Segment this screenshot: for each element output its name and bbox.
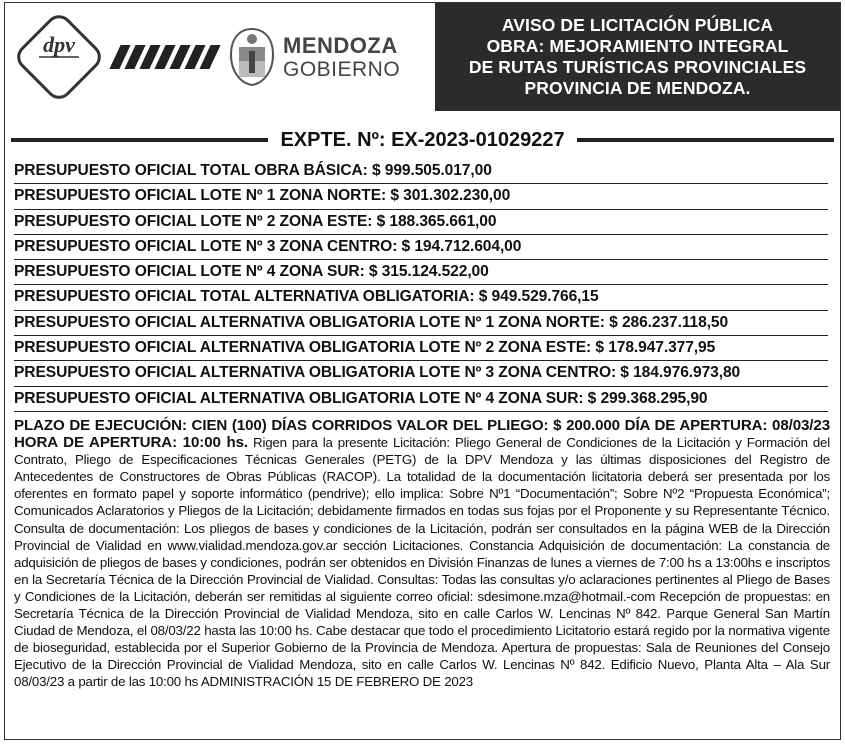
budget-line: PRESUPUESTO OFICIAL LOTE Nº 4 ZONA SUR: $ 315.124.522,00 [14,260,828,285]
budget-line: PRESUPUESTO OFICIAL TOTAL OBRA BÁSICA: $ 999.505.017,00 [14,159,828,184]
notice [4,2,841,740]
logo-strip [5,3,435,111]
budget-line: PRESUPUESTO OFICIAL TOTAL ALTERNATIVA OBLIGATORIA: $ 949.529.766,15 [14,285,828,310]
budget-line: PRESUPUESTO OFICIAL ALTERNATIVA OBLIGATORIA LOTE Nº 4 ZONA SUR: $ 299.368.295,90 [14,387,828,412]
body-text: Rigen para la presente Licitación: Pliego General de Condiciones de la Licitación y Formación del Contrato, Pliego de Especificaciones Técnicas Generales (PETG) de la DPV Mendoza y las últimas disposiciones del Registro de Antecedentes de Constructores de Obras Públicas (RACOP). La totalidad de la documentación licitatoria deberá ser presentada por los oferentes en formato papel y soporte informático (pendrive); ello implica: Sobre Nº1 “Documentación”; Sobre Nº2 “Propuesta Económica”; Comunicados Aclaratorios y Pliegos de la Licitación; debidamente firmados en todas sus fojas por el Proponente y su Representante Técnico. Consulta de documentación: Los pliegos de bases y condiciones de la Licitación, podrán ser consultados en la página WEB de la Dirección Provincial de Vialidad en www.vialidad.mendoza.gov.ar sección Licitaciones. Constancia Adquisición de documentación: La constancia de adquisición de pliegos de bases y condiciones, podrán ser obtenidos en División Finanzas de lunes a viernes de 7:00 hs a 13:00hs e inscriptos en la Secretaría Técnica de la Dirección Provincial de Vialidad. Consultas: Todas las consultas y/o aclaraciones pertinentes al Pliego de Bases y Condiciones de la Licitación, deberán ser remitidas al siguiente correo oficial: sdesimone.mza@hotmail.-com Recepción de propuestas: en Secretaría Técnica de la Dirección Provincial de Vialidad Mendoza, sito en calle Carlos W. Lencinas Nº 842. Parque General San Martín Ciudad de Mendoza, el 08/03/22 hasta las 10:00 hs. Cabe destacar que todo el procedimiento Licitatorio estará regido por la normativa vigente de bioseguridad, establecida por el Superior Gobierno de la Provincia de Mendoza. Apertura de propuestas: Sala de Reuniones del Consejo Ejecutivo de la Dirección Provincial de Vialidad Mendoza, sito en calle Carlos W. Lencinas Nº 842. Edificio Nuevo, Planta Alta – Ala Sur 08/03/23 a partir de las 10:00 hs ADMINISTRACIÓN 15 DE FEBRERO DE 2023 [14,435,830,690]
header [5,3,840,111]
budget-line: PRESUPUESTO OFICIAL ALTERNATIVA OBLIGATORIA LOTE Nº 2 ZONA ESTE: $ 178.947.377,95 [14,336,828,361]
gov-line2: GOBIERNO [283,57,401,81]
banner-line: OBRA: MEJORAMIENTO INTEGRAL [486,36,789,56]
banner-line: PROVINCIA DE MENDOZA. [524,78,751,98]
divider [11,138,268,142]
banner-line: DE RUTAS TURÍSTICAS PROVINCIALES [468,57,807,77]
mendoza-seal-icon [229,27,275,87]
budget-line: PRESUPUESTO OFICIAL ALTERNATIVA OBLIGATORIA LOTE Nº 3 ZONA CENTRO: $ 184.976.973,80 [14,361,828,386]
expediente-line [5,123,840,157]
budget-list [5,159,840,412]
gobierno-wordmark [283,32,401,81]
budget-line: PRESUPUESTO OFICIAL LOTE Nº 1 ZONA NORTE: $ 301.302.230,00 [14,184,828,209]
banner-line: AVISO DE LICITACIÓN PÚBLICA [501,15,774,35]
gov-line1: MENDOZA [283,32,398,58]
body-paragraph [5,412,840,691]
budget-line: PRESUPUESTO OFICIAL LOTE Nº 2 ZONA ESTE: $ 188.365.661,00 [14,210,828,235]
stripes-decoration [115,45,215,69]
vialidad-logo [11,13,107,101]
expediente-number: EXPTE. Nº: EX-2023-01029227 [280,128,565,151]
svg-text:dpv: dpv [43,32,75,57]
body-lead: PLAZO DE EJECUCIÓN: CIEN (100) DÍAS CORRIDOS VALOR DEL PLIEGO: $ 200.000 DÍA DE APERTURA: 08/03/23 HORA DE APERTURA: 10:00 hs. [14,416,830,452]
budget-line: PRESUPUESTO OFICIAL ALTERNATIVA OBLIGATORIA LOTE Nº 1 ZONA NORTE: $ 286.237.118,50 [14,311,828,336]
budget-line: PRESUPUESTO OFICIAL LOTE Nº 3 ZONA CENTRO: $ 194.712.604,00 [14,235,828,260]
divider [577,138,834,142]
title-banner [435,3,840,111]
